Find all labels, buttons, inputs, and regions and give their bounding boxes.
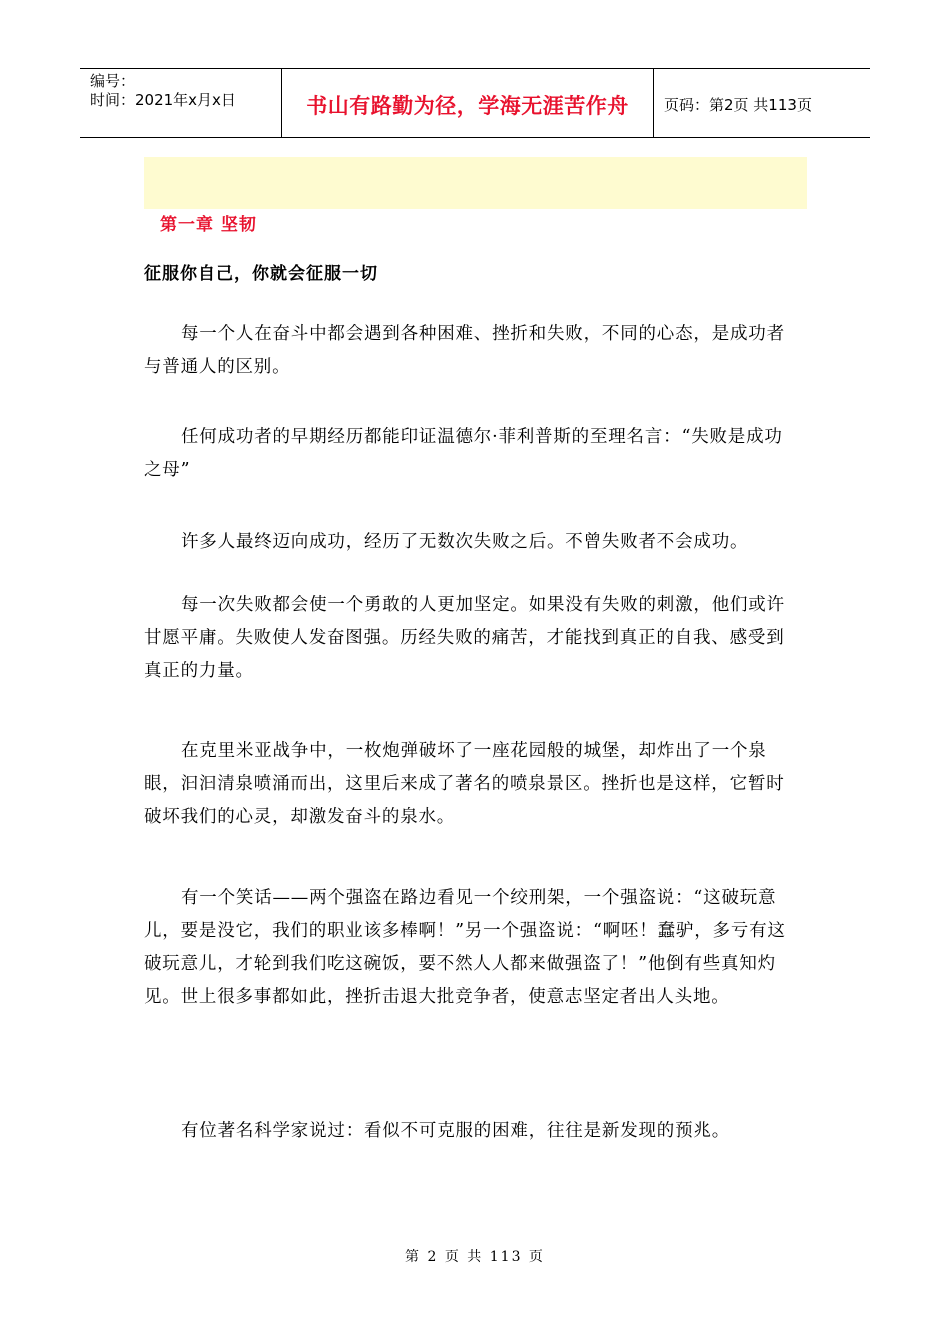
- header-meta-cell: [80, 69, 282, 137]
- header-page-cell: [654, 69, 870, 137]
- header-motto: 书山有路勤为径，学海无涯苦作舟: [306, 93, 629, 118]
- document-number-label: 编号：: [90, 72, 136, 90]
- body-paragraph: 每一个人在奋斗中都会遇到各种困难、挫折和失败，不同的心态，是成功者与普通人的区别。: [144, 324, 785, 377]
- section-title: 征服你自己，你就会征服一切: [144, 264, 378, 284]
- body-paragraph: 在克里米亚战争中，一枚炮弹破坏了一座花园般的城堡，却炸出了一个泉眼，汩汩清泉喷涌而出，这里后来成了著名的喷泉景区。挫折也是这样，它暂时破坏我们的心灵，却激发奋斗的泉水。: [144, 741, 785, 827]
- body-paragraph: 有位著名科学家说过：看似不可克服的困难，往往是新发现的预兆。: [181, 1121, 730, 1141]
- header-motto-cell: [282, 69, 654, 137]
- page-header: [80, 68, 870, 138]
- body-paragraph: 每一次失败都会使一个勇敢的人更加坚定。如果没有失败的刺激，他们或许甘愿平庸。失败使人发奋图强。历经失败的痛苦，才能找到真正的自我、感受到真正的力量。: [144, 595, 785, 681]
- highlight-band: [144, 157, 807, 209]
- chapter-title: 第一章 坚韧: [160, 215, 257, 235]
- document-date-label: 时间：2021年x月x日: [90, 91, 236, 109]
- header-page-info: 页码：第2页 共113页: [664, 95, 812, 114]
- body-paragraph: 许多人最终迈向成功，经历了无数次失败之后。不曾失败者不会成功。: [181, 532, 749, 552]
- body-paragraph: 有一个笑话——两个强盗在路边看见一个绞刑架，一个强盗说：“这破玩意儿，要是没它，我们的职业该多棒啊！”另一个强盗说：“啊呸！蠢驴，多亏有这破玩意儿，才轮到我们吃这碗饭，要不然人人都来做强盗了！”他倒有些真知灼见。世上很多事都如此，挫折击退大批竞争者，使意志坚定者出人头地。: [144, 888, 786, 1007]
- page-footer: 第 2 页 共 113 页: [405, 1249, 545, 1265]
- body-paragraph: 任何成功者的早期经历都能印证温德尔·菲利普斯的至理名言：“失败是成功之母”: [144, 427, 783, 480]
